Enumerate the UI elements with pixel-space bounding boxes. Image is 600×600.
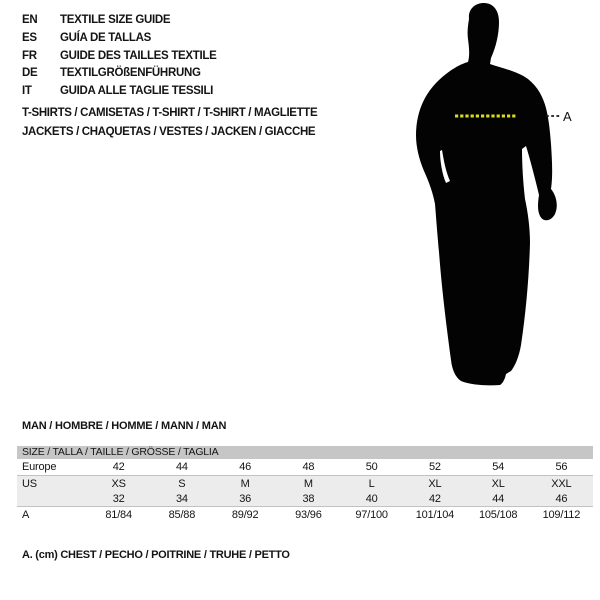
man-silhouette [416,3,557,385]
language-code: IT [22,85,32,98]
man-figure [390,0,600,410]
size-table-header: SIZE / TALLA / TAILLE / GRÖSSE / TAGLIA [17,446,593,459]
size-cell: XS [111,478,126,490]
table-row-uk [17,491,593,507]
size-cell: 81/84 [105,509,132,521]
size-cell: 36 [239,493,252,505]
language-label: TEXTILGRÖßENFÜHRUNG [60,67,201,80]
size-table [17,446,593,523]
size-cell: M [240,478,250,490]
size-cell: 54 [492,461,505,473]
language-row [22,12,217,30]
size-cell: 34 [175,493,188,505]
language-row [22,65,217,83]
section-title: MAN / HOMBRE / HOMME / MANN / MAN [22,420,227,432]
language-code: DE [22,67,38,80]
table-row-europe [17,459,593,475]
size-cell: M [303,478,313,490]
language-guide-list [22,12,217,101]
size-cell: 105/108 [478,509,518,521]
language-label: GUIDA ALLE TAGLIE TESSILI [60,85,214,98]
size-cell: 101/104 [415,509,455,521]
size-cell: 46 [555,493,568,505]
size-cell: S [178,478,186,490]
language-row [22,83,217,101]
garment-categories [22,104,317,141]
row-label: A [22,509,30,521]
size-cell: XXL [551,478,572,490]
size-cell: XL [428,478,442,490]
size-cell: 42 [428,493,441,505]
row-label: Europe [22,461,57,473]
size-cell: 85/88 [168,509,196,521]
size-cell: 56 [555,461,568,473]
size-cell: 44 [492,493,505,505]
row-label [17,491,87,506]
size-cell: 89/92 [231,509,259,521]
size-cell: L [368,478,375,490]
size-cell: 44 [175,461,188,473]
measure-label-a: A [563,109,572,124]
size-cell: 52 [428,461,441,473]
language-row [22,30,217,48]
size-cell: 97/100 [355,509,388,521]
row-label: US [22,478,37,490]
category-line-tshirts: T-SHIRTS / CAMISETAS / T-SHIRT / T-SHIRT / MAGLIETTE [22,107,318,119]
category-line-jackets: JACKETS / CHAQUETAS / VESTES / JACKEN / GIACCHE [22,125,316,138]
language-code: EN [22,14,38,26]
size-cell: 32 [112,493,125,505]
table-row-a-chest [17,507,593,523]
size-cell: 48 [302,461,315,473]
language-label: TEXTILE SIZE GUIDE [60,14,171,26]
size-cell: 40 [365,493,378,505]
size-cell: 46 [239,461,252,473]
size-cell: XL [491,478,505,490]
language-label: GUIDE DES TAILLES TEXTILE [60,49,217,62]
size-cell: 93/96 [295,509,322,521]
language-code: ES [22,31,37,44]
size-cell: 50 [365,461,378,473]
size-cell: 38 [302,493,315,505]
language-label: GUÍA DE TALLAS [60,31,151,44]
size-cell: 42 [112,461,125,473]
language-code: FR [22,49,37,62]
language-row [22,48,217,66]
table-row-us [17,475,593,491]
measurement-footnote: A. (cm) CHEST / PECHO / POITRINE / TRUHE / PETTO [22,549,290,561]
size-cell: 109/112 [542,509,581,521]
